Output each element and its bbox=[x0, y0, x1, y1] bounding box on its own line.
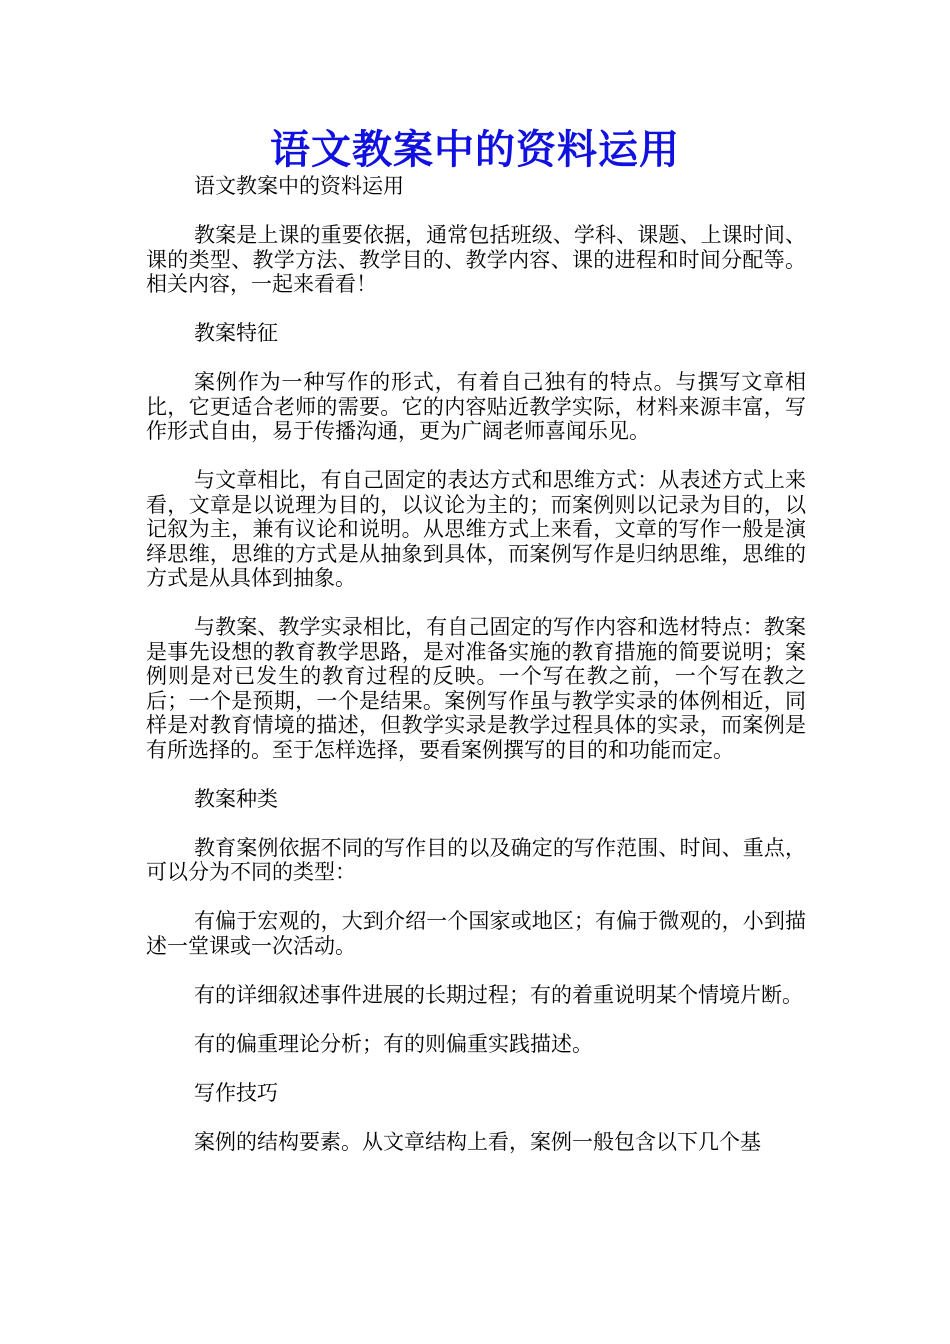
paragraph: 教育案例依据不同的写作目的以及确定的写作范围、时间、重点，可以分为不同的类型： bbox=[146, 835, 806, 884]
document-title: 语文教案中的资料运用 bbox=[270, 126, 680, 173]
paragraph: 有的详细叙述事件进展的长期过程；有的着重说明某个情境片断。 bbox=[194, 982, 803, 1007]
section-heading: 教案种类 bbox=[194, 786, 278, 811]
paragraph: 案例作为一种写作的形式，有着自己独有的特点。与撰写文章相比，它更适合老师的需要。它的内容贴近教学实际，材料来源丰富，写作形式自由，易于传播沟通，更为广阔老师喜闻乐见。 bbox=[146, 370, 806, 443]
paragraph: 有的偏重理论分析；有的则偏重实践描述。 bbox=[194, 1031, 593, 1056]
paragraph: 教案是上课的重要依据，通常包括班级、学科、课题、上课时间、课的类型、教学方法、教学目的、教学内容、课的进程和时间分配等。相关内容，一起来看看！ bbox=[146, 223, 806, 296]
section-heading: 教案特征 bbox=[194, 321, 278, 345]
document-body bbox=[146, 174, 806, 1154]
paragraph: 与教案、教学实录相比，有自己固定的写作内容和选材特点：教案是事先设想的教育教学思路，是对准备实施的教育措施的简要说明；案例则是对已发生的教育过程的反映。一个写在教之前，一个写在教之后；一个是预期，一个是结果。案例写作虽与教学实录的体例相近，同样是对教育情境的描述，但教学实录是教学过程具体的实录，而案例是有所选择的。至于怎样选择，要看案例撰写的目的和功能而定。 bbox=[146, 615, 806, 762]
paragraph: 与文章相比，有自己固定的表达方式和思维方式：从表述方式上来看，文章是以说理为目的，以议论为主的；而案例则以记录为目的，以记叙为主，兼有议论和说明。从思维方式上来看，文章的写作一般是演绎思维，思维的方式是从抽象到具体，而案例写作是归纳思维，思维的方式是从具体到抽象。 bbox=[146, 468, 806, 590]
paragraph: 有偏于宏观的，大到介绍一个国家或地区；有偏于微观的，小到描述一堂课或一次活动。 bbox=[146, 909, 806, 958]
section-heading: 写作技巧 bbox=[194, 1080, 278, 1105]
paragraph: 案例的结构要素。从文章结构上看，案例一般包含以下几个基 bbox=[194, 1129, 761, 1154]
document-subtitle: 语文教案中的资料运用 bbox=[194, 174, 404, 198]
